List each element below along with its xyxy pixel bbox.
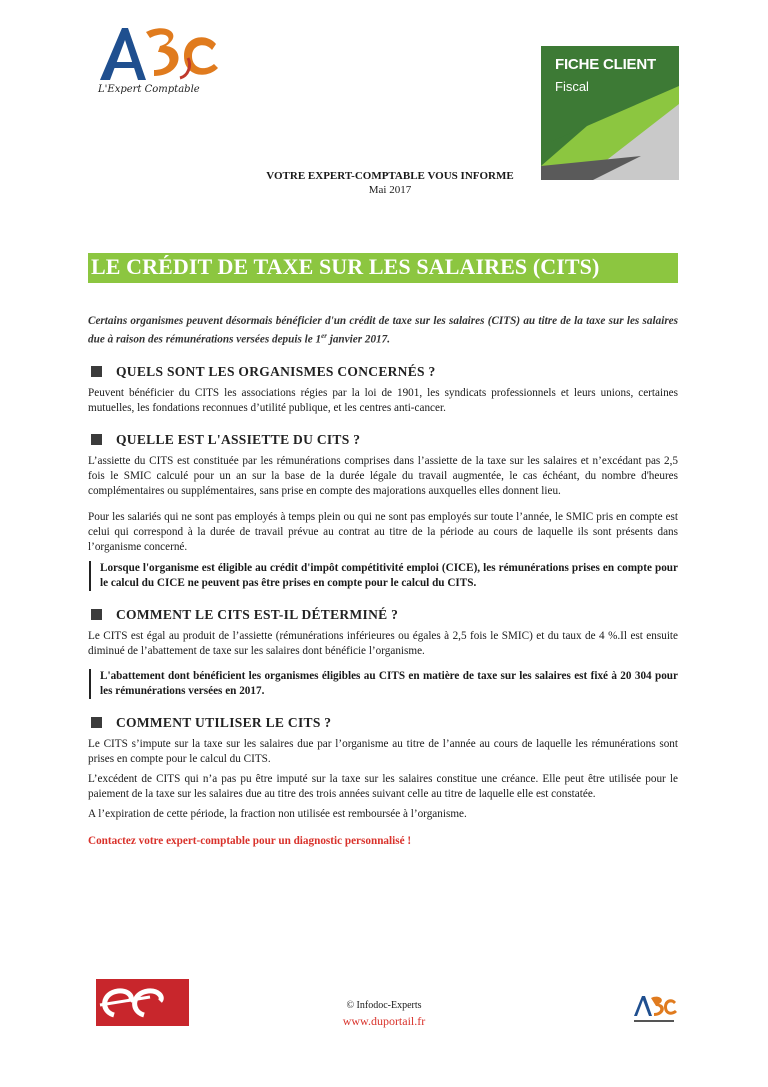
intro-paragraph [88, 314, 678, 348]
section-heading-text: QUELS SONT LES ORGANISMES CONCERNÉS ? [116, 363, 436, 379]
callout-text: Lorsque l'organisme est éligible au crédit d'impôt compétitivité emploi (CICE), les rémunérations prises en compte pour le calcul du CICE ne peuvent pas être prises en compte pour le calcul du CITS. [100, 561, 678, 589]
section-heading-text: COMMENT LE CITS EST-IL DÉTERMINÉ ? [116, 606, 399, 622]
bullet-square-icon [91, 717, 102, 728]
bullet-square-icon [91, 366, 102, 377]
section-paragraph: Le CITS est égal au produit de l’assiette (rémunérations inférieures ou égales à 2,5 fois le SMIC) et du taux de 4 %.Il est ensuite diminué de l’abattement de taxe sur les salaires dont bénéficie l’organisme. [88, 629, 678, 657]
section-paragraph: L’excédent de CITS qui n’a pas pu être imputé sur la taxe sur les salaires constitue une créance. Elle peut être utilisée pour le paiement de la taxe sur les salaires due au titre des trois années suivant celle au titre de laquelle elle est constatée. [88, 772, 678, 800]
fiche-subtitle: Fiscal [555, 79, 589, 94]
experts-comptables-logo [90, 975, 195, 1030]
section-paragraph: Pour les salariés qui ne sont pas employés à temps plein ou qui ne sont pas employés sur toute l’année, le SMIC pris en compte est celui qui correspond à la durée de travail prévue au contrat au titre de la période au cours de laquelle ils sont présents dans l’organisme concerné. [88, 510, 678, 553]
fiche-title: FICHE CLIENT [555, 56, 656, 73]
callout-box [89, 669, 678, 699]
section-paragraph: Le CITS s’impute sur la taxe sur les salaires due par l’organisme au titre de l’année au cours de laquelle les rémunérations sont prises en compte pour le calcul du CITS. [88, 737, 678, 765]
page-title: LE CRÉDIT DE TAXE SUR LES SALAIRES (CITS) [91, 254, 600, 279]
a3c-logo-small [630, 992, 678, 1026]
section-heading [88, 432, 678, 448]
article-body [88, 314, 678, 849]
section-heading [88, 364, 678, 380]
section-heading [88, 715, 678, 731]
header-info-line: VOTRE EXPERT-COMPTABLE VOUS INFORME [266, 170, 514, 182]
header-date: Mai 2017 [368, 184, 412, 196]
intro-text-1: Certains organismes peuvent désormais bénéficier d'un crédit de taxe sur les salaires (CITS) au titre de la taxe sur les salaires due à raison des rémunérations versées depuis le 1 [88, 315, 678, 346]
bullet-square-icon [91, 609, 102, 620]
bullet-square-icon [91, 434, 102, 445]
intro-text-2: janvier 2017. [326, 333, 391, 346]
section-paragraph: A l’expiration de cette période, la fraction non utilisée est remboursée à l’organisme. [88, 807, 467, 820]
section-heading-text: COMMENT UTILISER LE CITS ? [116, 714, 332, 730]
intro-superscript: er [321, 332, 327, 340]
contact-call-to-action: Contactez votre expert-comptable pour un diagnostic personnalisé ! [88, 834, 412, 847]
section-paragraph: L’assiette du CITS est constituée par les rémunérations comprises dans l’assiette de la taxe sur les salaires et n’excédant pas 2,5 fois le SMIC calculé pour un an sur la base de la durée légale du travail augmentée, le cas échéant, du nombre d'heures complémentaires ou supplémentaires, sans prise en compte des majorations auxquelles elles donnent lieu. [88, 454, 678, 497]
section-heading-text: QUELLE EST L'ASSIETTE DU CITS ? [116, 431, 361, 447]
section-paragraph: Peuvent bénéficier du CITS les associations régies par la loi de 1901, les syndicats professionnels et leurs unions, certaines mutuelles, les fondations reconnues d’utilité publique, et les centres anti-cancer. [88, 386, 678, 414]
footer-website-link[interactable]: www.duportail.fr [342, 1014, 426, 1028]
section-heading [88, 607, 678, 623]
fiche-client-badge [541, 46, 679, 180]
callout-text: L'abattement dont bénéficient les organismes éligibles au CITS en matière de taxe sur les salaires est fixé à 20 304 pour les rémunérations versées en 2017. [100, 669, 678, 697]
callout-box [89, 561, 678, 591]
footer-copyright: © Infodoc-Experts [346, 1000, 422, 1011]
logo-subtitle: L'Expert Comptable [98, 84, 200, 95]
title-banner [88, 253, 678, 283]
